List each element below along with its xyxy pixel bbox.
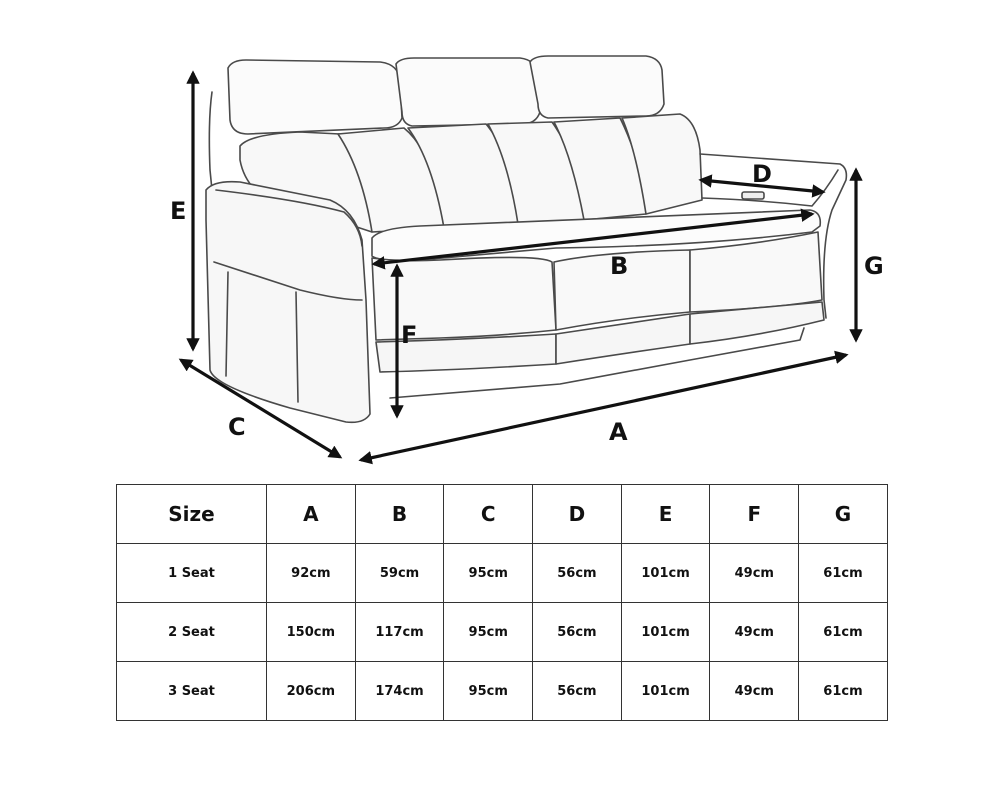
table-cell: 117cm [355,603,444,662]
table-cell: 61cm [799,662,888,721]
label-e: E [170,197,187,225]
table-cell: 92cm [267,544,356,603]
table-cell: 101cm [621,662,710,721]
label-g: G [864,252,884,280]
header-a: A [267,485,356,544]
sofa-drawing [206,56,846,422]
table-cell: 49cm [710,544,799,603]
table-cell: 49cm [710,662,799,721]
label-a: A [609,418,628,446]
table-cell: 150cm [267,603,356,662]
header-f: F [710,485,799,544]
table-cell: 56cm [533,662,622,721]
label-f: F [401,321,418,349]
header-size: Size [117,485,267,544]
header-d: D [533,485,622,544]
table-cell: 95cm [444,544,533,603]
header-b: B [355,485,444,544]
table-header-row [117,485,888,544]
table-cell: 101cm [621,544,710,603]
table-cell: 61cm [799,603,888,662]
header-g: G [799,485,888,544]
table-cell: 61cm [799,544,888,603]
label-b: B [610,252,629,280]
table-cell: 59cm [355,544,444,603]
table-cell: 206cm [267,662,356,721]
table-cell: 3 Seat [117,662,267,721]
table-row [117,544,888,603]
table-row [117,662,888,721]
table-cell: 174cm [355,662,444,721]
table-cell: 56cm [533,544,622,603]
table-cell: 2 Seat [117,603,267,662]
table-row [117,603,888,662]
label-c: C [228,413,246,441]
header-e: E [621,485,710,544]
table-cell: 101cm [621,603,710,662]
table-cell: 56cm [533,603,622,662]
size-table [116,484,888,721]
label-d: D [752,160,772,188]
header-c: C [444,485,533,544]
table-cell: 95cm [444,603,533,662]
table-cell: 95cm [444,662,533,721]
table-cell: 1 Seat [117,544,267,603]
table-cell: 49cm [710,603,799,662]
